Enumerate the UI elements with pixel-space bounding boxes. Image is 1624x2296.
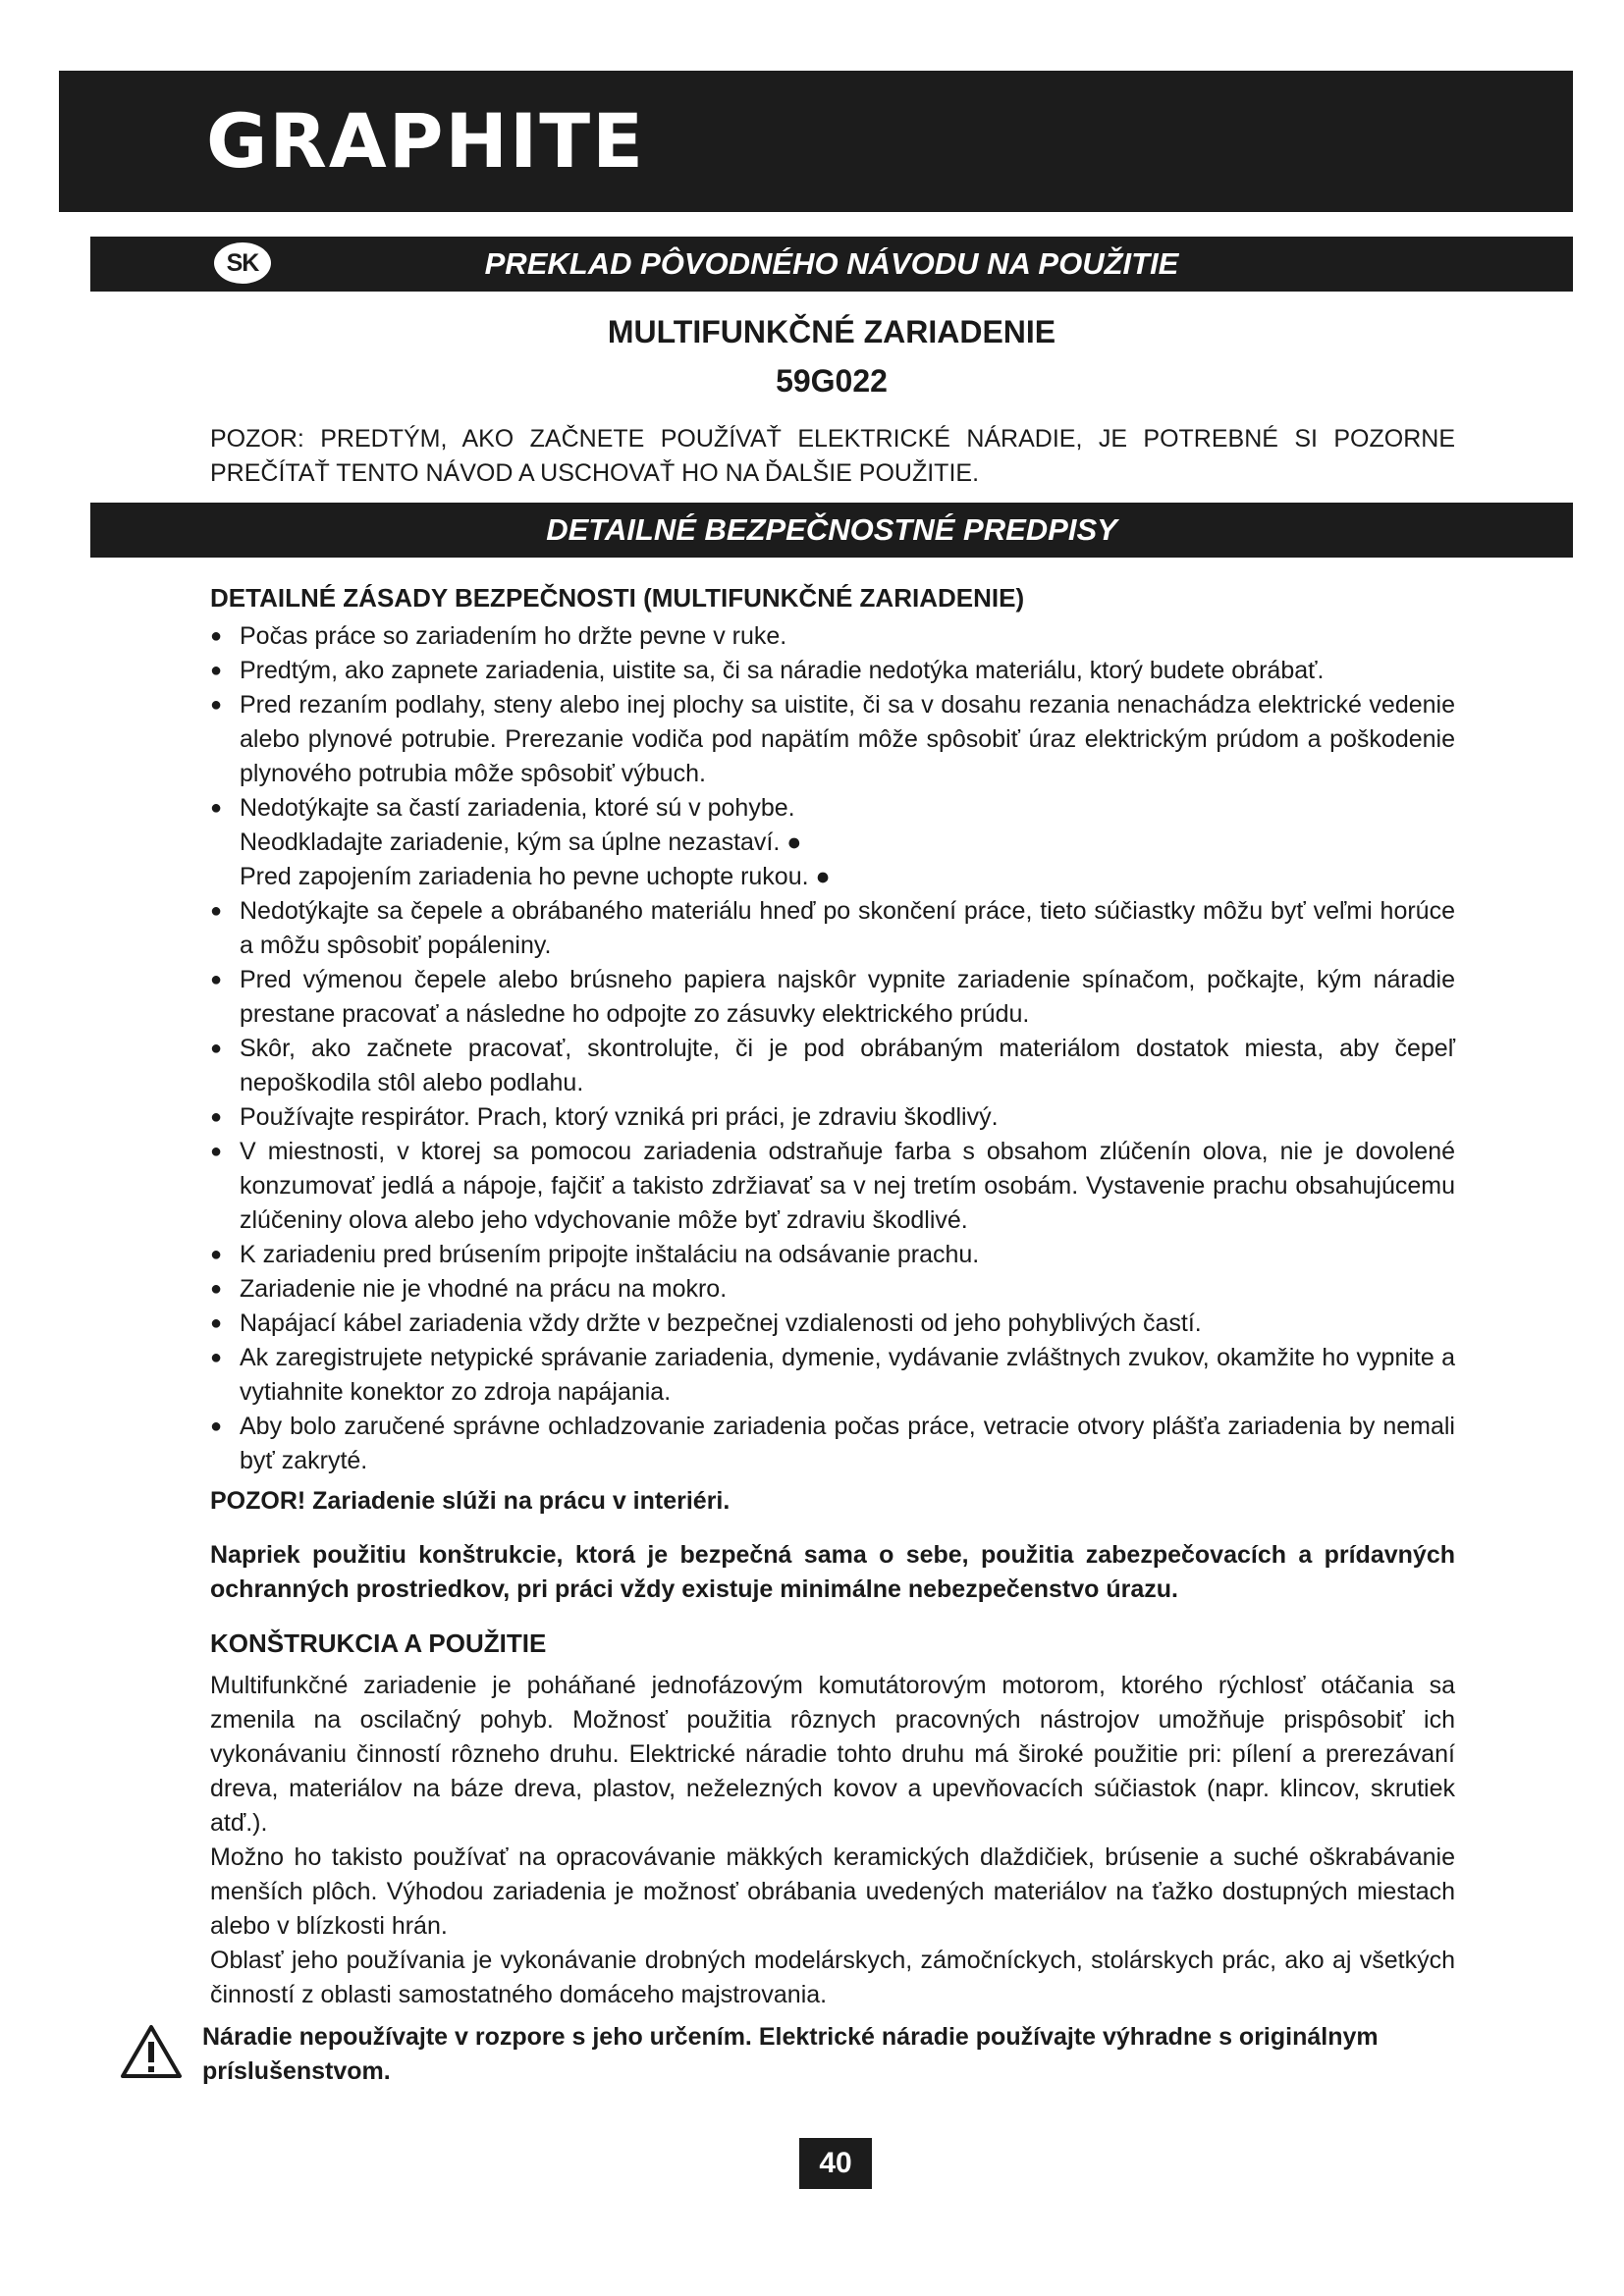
safety-rules-list (210, 619, 1455, 1478)
intro-warning: POZOR: PREDTÝM, AKO ZAČNETE POUŽÍVAŤ ELEKTRICKÉ NÁRADIE, JE POTREBNÉ SI POZORNE PREČÍTAŤ TENTO NÁVOD A USCHOVAŤ HO NA ĎALŠIE POUŽITIE. (210, 425, 1455, 487)
risk-note: Napriek použitiu konštrukcie, ktorá je bezpečná sama o sebe, použitia zabezpečovacích a prídavných ochranných prostriedkov, pri práci vždy existuje minimálne nebezpečenstvo úrazu. (210, 1541, 1455, 1603)
footer-warning-text: Náradie nepoužívajte v rozpore s jeho určením. Elektrické náradie používajte výhradne s originálnym príslušenstvom. (202, 2023, 1379, 2085)
list-item: Pred zapojením zariadenia ho pevne uchopte rukou. ● (240, 863, 831, 890)
banner-title: PREKLAD PÔVODNÉHO NÁVODU NA POUŽITIE (484, 246, 1179, 281)
footer-warning (120, 2020, 1455, 2089)
list-item: ● Napájací kábel zariadenia vždy držte v bezpečnej vzdialenosti od jeho pohyblivých častí. (210, 1307, 1455, 1341)
construction-heading: KONŠTRUKCIA A POUŽITIE (210, 1629, 547, 1658)
list-item: ● Ak zaregistrujete netypické správanie zariadenia, dymenie, vydávanie zvláštnych zvukov, okamžite ho vypnite a vytiahnite konektor zo zdroja napájania. (210, 1341, 1455, 1410)
construction-paragraph: Možno ho takisto používať na opracovávanie mäkkých keramických dlaždičiek, brúsenie a suché oškrabávanie menších plôch. Výhodou zariadenia je možnosť obrábania uvedených materiálov na ťažko dostupných miestach alebo v blízkosti hrán. (210, 1843, 1455, 1940)
main-content (210, 581, 1455, 2012)
product-code: 59G022 (776, 363, 888, 399)
product-name: MULTIFUNKČNÉ ZARIADENIE (607, 314, 1056, 349)
list-item: ● Nedotýkajte sa častí zariadenia, ktoré sú v pohybe. (210, 791, 1455, 826)
safety-heading: DETAILNÉ ZÁSADY BEZPEČNOSTI (MULTIFUNKČNÉ ZARIADENIE) (210, 583, 1025, 613)
translation-banner (90, 237, 1573, 292)
interior-note: POZOR! Zariadenie slúži na prácu v interiéri. (210, 1487, 731, 1515)
list-item: ● Aby bolo zaručené správne ochladzovanie zariadenia počas práce, vetracie otvory plášťa zariadenia by nemali byť zakryté. (210, 1410, 1455, 1478)
list-item: ● Počas práce so zariadením ho držte pevne v ruke. (210, 619, 1455, 654)
list-item: ● Používajte respirátor. Prach, ktorý vzniká pri práci, je zdraviu škodlivý. (210, 1100, 1455, 1135)
list-item: ● Predtým, ako zapnete zariadenia, uistite sa, či sa náradie nedotýka materiálu, ktorý budete obrábať. (210, 654, 1455, 688)
list-item: ● Pred výmenou čepele alebo brúsneho papiera najskôr vypnite zariadenie spínačom, počkajte, kým náradie prestane pracovať a následne ho odpojte zo zásuvky elektrického prúdu. (210, 963, 1455, 1032)
page-number: 40 (799, 2138, 872, 2189)
safety-banner-title: DETAILNÉ BEZPEČNOSTNÉ PREDPISY (546, 512, 1117, 547)
list-item: ● Zariadenie nie je vhodné na prácu na mokro. (210, 1272, 1455, 1307)
brand-logo: GRAPHITE (206, 97, 646, 185)
construction-paragraph: Multifunkčné zariadenie je poháňané jednofázovým komutátorovým motorom, ktorého rýchlosť otáčania sa zmenila na oscilačný pohyb. Možnosť použitia rôznych pracovných nástrojov umožňuje prispôsobiť ich vykonávaniu činností rôzneho druhu. Elektrické náradie tohto druhu má široké použitie pri: pílení a prerezávaní dreva, materiálov na báze dreva, plastov, neželezných kovov a upevňovacích súčiastok (napr. klincov, skrutiek atď.). (210, 1672, 1455, 1837)
list-item: Neodkladajte zariadenie, kým sa úplne nezastaví. ● (240, 828, 802, 856)
construction-paragraph: Oblasť jeho používania je vykonávanie drobných modelárskych, zámočníckych, stolárskych prác, ako aj všetkých činností z oblasti samostatného domáceho majstrovania. (210, 1947, 1455, 2008)
language-badge: SK (214, 242, 271, 284)
header-bar (59, 71, 1573, 212)
safety-banner (90, 503, 1573, 558)
product-title-block (90, 307, 1573, 405)
list-item: ● K zariadeniu pred brúsením pripojte inštaláciu na odsávanie prachu. (210, 1238, 1455, 1272)
list-item: ● Skôr, ako začnete pracovať, skontrolujte, či je pod obrábaným materiálom dostatok miesta, aby čepeľ nepoškodila stôl alebo podlahu. (210, 1032, 1455, 1100)
list-item: ● Nedotýkajte sa čepele a obrábaného materiálu hneď po skončení práce, tieto súčiastky môžu byť veľmi horúce a môžu spôsobiť popáleniny. (210, 894, 1455, 963)
warning-triangle-icon (120, 2024, 183, 2079)
list-item: ● V miestnosti, v ktorej sa pomocou zariadenia odstraňuje farba s obsahom zlúčenín olova, nie je dovolené konzumovať jedlá a nápoje, fajčiť a takisto zdržiavať sa v nej tretím osobám. Vystavenie prachu obsahujúcemu zlúčeniny olova alebo jeho vdychovanie môže byť zdraviu škodlivé. (210, 1135, 1455, 1238)
list-item: ● Pred rezaním podlahy, steny alebo inej plochy sa uistite, či sa v dosahu rezania nenachádza elektrické vedenie alebo plynové potrubie. Prerezanie vodiča pod napätím môže spôsobiť úraz elektrickým prúdom a poškodenie plynového potrubia môže spôsobiť výbuch. (210, 688, 1455, 791)
